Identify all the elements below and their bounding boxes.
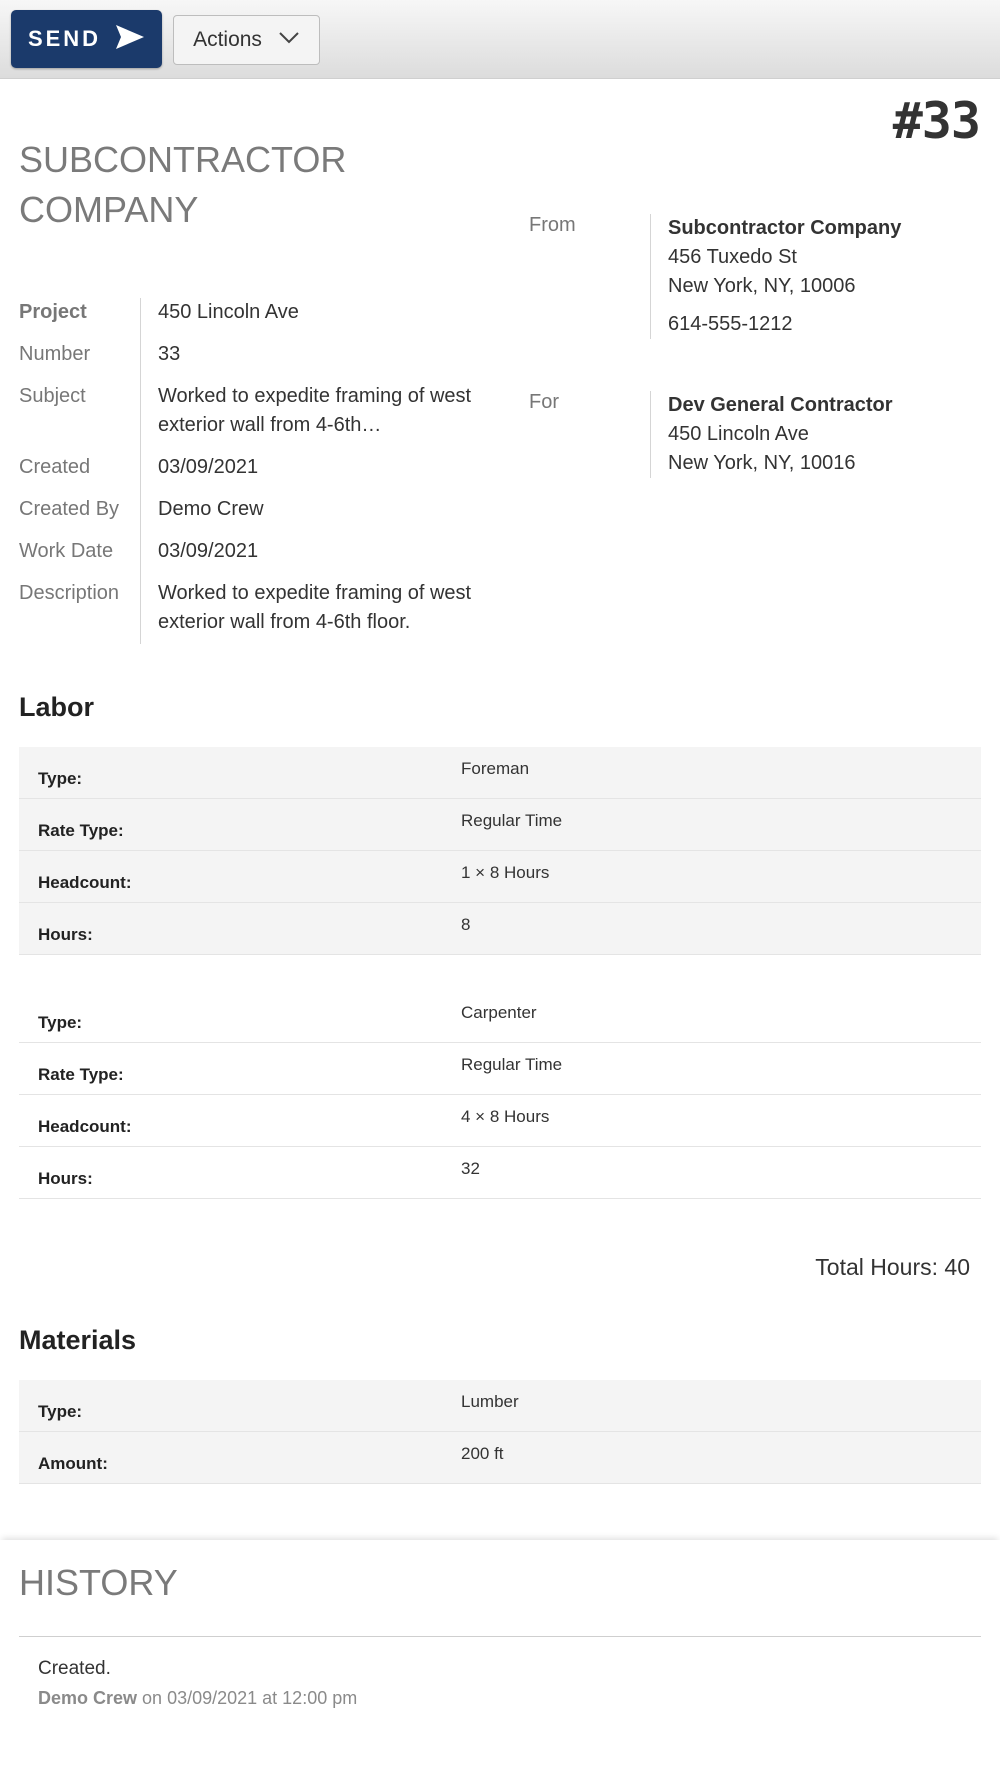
for-label: For (529, 391, 559, 413)
detail-label: Number (19, 343, 91, 365)
detail-value: 33 (140, 340, 499, 382)
materials-row-label: Type: (38, 1402, 83, 1421)
from-address-line2: New York, NY, 10006 (668, 275, 856, 297)
detail-label: Work Date (19, 540, 114, 562)
labor-row-label: Hours: (38, 1169, 93, 1188)
send-arrow-icon (115, 24, 145, 55)
materials-row (19, 1380, 981, 1432)
labor-row-label: Hours: (38, 925, 93, 944)
labor-entry (19, 991, 981, 1199)
labor-row-label: Headcount: (38, 873, 132, 892)
from-phone[interactable]: 614-555-1212 (668, 313, 793, 335)
labor-row-value: 32 (461, 1159, 480, 1178)
materials-heading: Materials (19, 1325, 137, 1355)
history-divider (19, 1636, 981, 1637)
detail-row-project (19, 298, 499, 340)
labor-row-label: Type: (38, 769, 83, 788)
history-timestamp: on 03/09/2021 at 12:00 pm (142, 1688, 358, 1708)
detail-row-subject (19, 382, 499, 453)
toolbar (0, 0, 1000, 79)
detail-row-description (19, 579, 499, 644)
company-name: SUBCONTRACTOR COMPANY (19, 139, 347, 230)
actions-dropdown[interactable] (173, 15, 320, 65)
detail-value: Demo Crew (140, 495, 499, 537)
labor-row-value: 4 × 8 Hours (461, 1107, 550, 1126)
labor-row-value: Regular Time (461, 811, 563, 830)
from-details (650, 214, 901, 339)
labor-row (19, 1095, 981, 1147)
for-name: Dev General Contractor (668, 394, 893, 416)
labor-row-value: Regular Time (461, 1055, 563, 1074)
detail-row-created-by (19, 495, 499, 537)
labor-row-value: Carpenter (461, 1003, 537, 1022)
history-heading: HISTORY (19, 1562, 178, 1603)
labor-row-value: 1 × 8 Hours (461, 863, 550, 882)
actions-dropdown-label: Actions (193, 28, 262, 51)
detail-value: 03/09/2021 (140, 453, 499, 495)
detail-value: 03/09/2021 (140, 537, 499, 579)
detail-value: Worked to expedite framing of west exterior wall from 4-6th floor. (140, 579, 499, 644)
detail-row-work-date (19, 537, 499, 579)
labor-row-label: Headcount: (38, 1117, 132, 1136)
labor-row (19, 1043, 981, 1095)
labor-row (19, 903, 981, 955)
detail-value: 450 Lincoln Ave (140, 298, 499, 340)
document-details (19, 298, 499, 644)
labor-row (19, 1147, 981, 1199)
labor-row-label: Type: (38, 1013, 83, 1032)
labor-row (19, 747, 981, 799)
labor-row (19, 991, 981, 1043)
for-address-line2: New York, NY, 10016 (668, 452, 856, 474)
detail-label: Subject (19, 385, 86, 407)
from-name: Subcontractor Company (668, 217, 902, 239)
chevron-down-icon (278, 31, 300, 50)
for-address-line1: 450 Lincoln Ave (668, 423, 809, 445)
history-meta (38, 1688, 357, 1709)
detail-row-created (19, 453, 499, 495)
materials-entry (19, 1380, 981, 1484)
labor-row (19, 799, 981, 851)
detail-label: Description (19, 582, 120, 604)
materials-row-value: Lumber (461, 1392, 519, 1411)
from-address-line1: 456 Tuxedo St (668, 246, 797, 268)
for-details (650, 391, 893, 478)
send-button[interactable] (11, 10, 162, 68)
detail-value: Worked to expedite framing of west exterior wall from 4-6th… (140, 382, 499, 453)
detail-label: Project (19, 301, 87, 323)
labor-entry (19, 747, 981, 955)
labor-total-hours: Total Hours: 40 (815, 1254, 970, 1280)
labor-row-value: Foreman (461, 759, 530, 778)
send-button-label: SEND (27, 26, 102, 51)
document-number: #33 (892, 92, 980, 150)
materials-row (19, 1432, 981, 1484)
labor-heading: Labor (19, 692, 95, 722)
materials-row-value: 200 ft (461, 1444, 504, 1463)
labor-row-value: 8 (461, 915, 471, 934)
labor-row-label: Rate Type: (38, 1065, 124, 1084)
labor-row (19, 851, 981, 903)
history-entry (38, 1658, 357, 1709)
detail-label: Created By (19, 498, 120, 520)
from-label: From (529, 214, 576, 236)
detail-label: Created (19, 456, 91, 478)
materials-row-label: Amount: (38, 1454, 108, 1473)
history-author: Demo Crew (38, 1688, 138, 1708)
labor-row-label: Rate Type: (38, 821, 124, 840)
detail-row-number (19, 340, 499, 382)
history-message: Created. (38, 1658, 111, 1679)
